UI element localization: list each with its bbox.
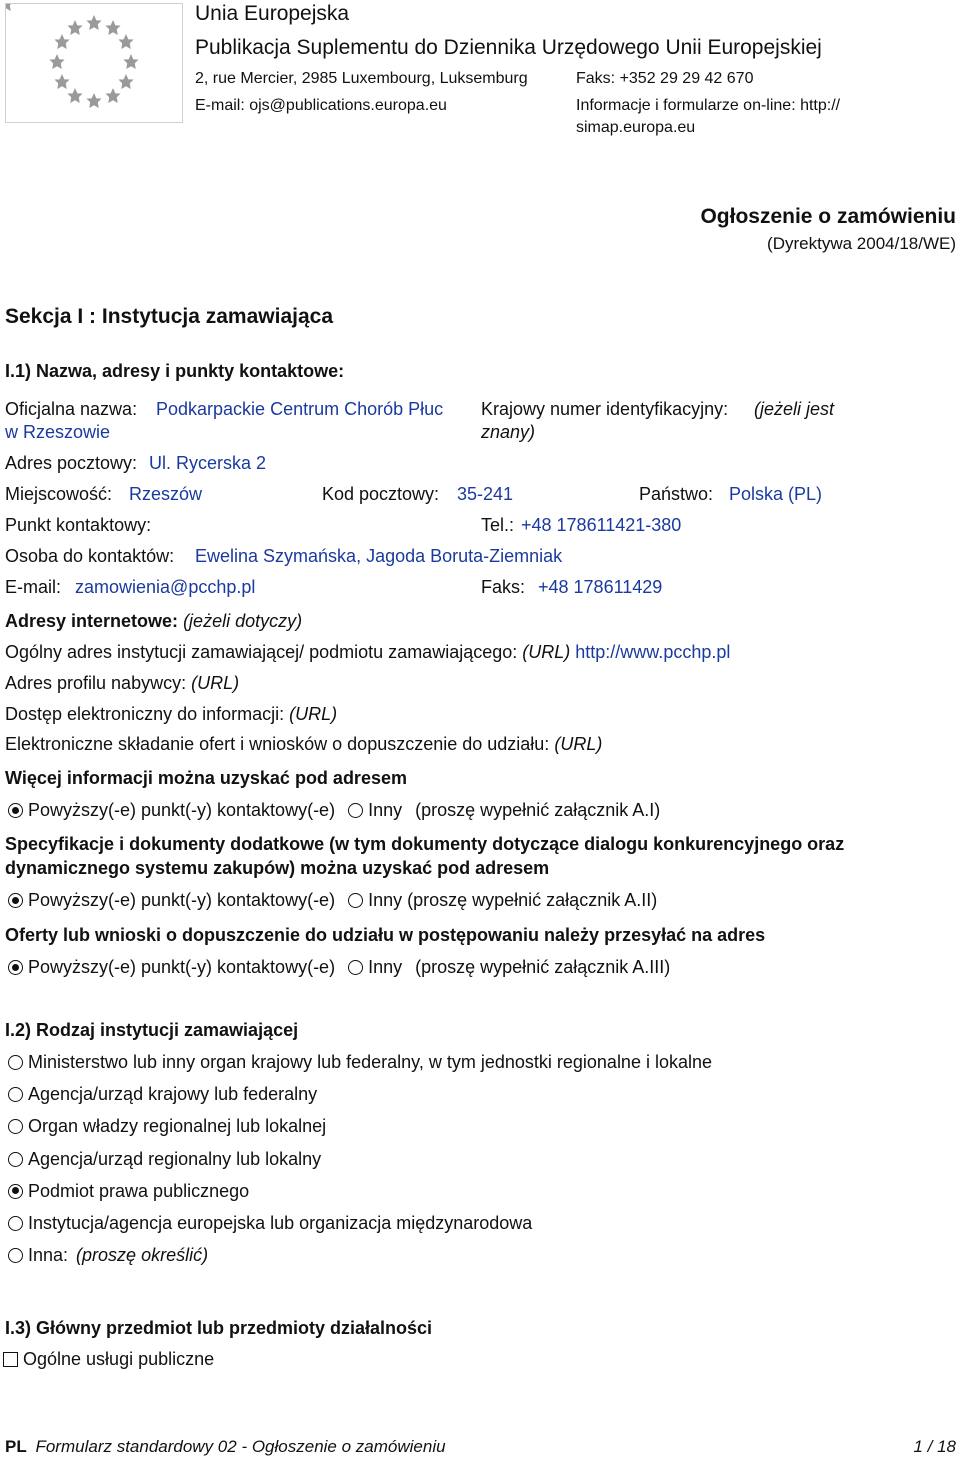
header-email: E-mail: ojs@publications.europa.eu — [195, 97, 447, 114]
contact-point-label: Punkt kontaktowy: — [5, 515, 152, 535]
document-subtitle: (Dyrektywa 2004/18/WE) — [767, 234, 956, 253]
fax-value: +48 178611429 — [538, 577, 663, 597]
offers-options — [8, 957, 670, 978]
official-name-label: Oficjalna nazwa: — [5, 399, 138, 419]
email-value: zamowienia@pcchp.pl — [75, 577, 256, 597]
radio-unchecked-icon[interactable] — [8, 1216, 23, 1231]
spec-options — [8, 890, 657, 911]
eu-flag-logo — [5, 3, 183, 123]
internet-note: (jeżeli dotyczy) — [183, 611, 303, 631]
i3-heading: I.3) Główny przedmiot lub przedmioty działalności — [5, 1318, 433, 1338]
footer-page: 1 / 18 — [913, 1437, 956, 1456]
more-info-note: (proszę wypełnić załącznik A.I) — [415, 800, 661, 820]
buyer-profile-label: Adres profilu nabywcy: — [5, 673, 187, 693]
radio-checked-icon[interactable] — [8, 803, 23, 818]
national-id-label: Krajowy numer identyfikacyjny: — [481, 399, 729, 419]
radio-checked-icon[interactable] — [8, 893, 23, 908]
footer-form: Formularz standardowy 02 - Ogłoszenie o zamówieniu — [35, 1437, 446, 1456]
footer-lang: PL — [5, 1437, 27, 1456]
spec-heading-2: dynamicznego systemu zakupów) można uzyskać pod adresem — [5, 858, 550, 878]
i2-option-label: Ministerstwo lub inny organ krajowy lub federalny, w tym jednostki regionalne i lokalne — [28, 1052, 712, 1072]
tel-label: Tel.: — [481, 515, 515, 535]
national-id-note-2: znany) — [481, 422, 536, 442]
country-value: Polska (PL) — [729, 484, 823, 504]
town-label: Miejscowość: — [5, 484, 113, 504]
i3-option[interactable]: Ogólne usługi publiczne — [3, 1349, 214, 1370]
general-url-row — [5, 642, 730, 663]
header-address: 2, rue Mercier, 2985 Luxembourg, Luksemburg — [195, 70, 528, 87]
i2-option-label: Inna: — [28, 1245, 69, 1266]
i2-option-label: Agencja/urząd krajowy lub federalny — [28, 1084, 318, 1105]
i2-option[interactable] — [8, 1149, 321, 1170]
contact-person-value: Ewelina Szymańska, Jagoda Boruta-Ziemniak — [195, 546, 563, 566]
electronic-access-label: Dostęp elektroniczny do informacji: — [5, 704, 285, 724]
tel-value: +48 178611421-380 — [521, 515, 682, 535]
i2-option-label: Agencja/urząd regionalny lub lokalny — [28, 1148, 322, 1169]
radio-unchecked-icon[interactable] — [8, 1119, 23, 1134]
radio-unchecked-icon[interactable] — [8, 1055, 23, 1070]
more-info-option-contact[interactable]: Powyższy(-e) punkt(-y) kontaktowy(-e) — [8, 800, 335, 821]
radio-unchecked-icon[interactable] — [348, 960, 363, 975]
checkbox-unchecked-icon[interactable] — [3, 1352, 18, 1367]
town-value: Rzeszów — [129, 484, 203, 504]
more-info-options — [8, 800, 660, 821]
radio-unchecked-icon[interactable] — [348, 893, 363, 908]
spec-option-contact[interactable]: Powyższy(-e) punkt(-y) kontaktowy(-e) — [8, 890, 335, 911]
postcode-value: 35-241 — [457, 484, 514, 504]
i2-option[interactable] — [8, 1181, 249, 1202]
i2-option-label: Instytucja/agencja europejska lub organizacja międzynarodowa — [28, 1213, 533, 1233]
general-url-label: Ogólny adres instytucji zamawiającej/ podmiotu zamawiającego: — [5, 642, 518, 662]
i2-option-label: Organ władzy regionalnej lub lokalnej — [28, 1116, 327, 1137]
header-publication: Publikacja Suplementu do Dziennika Urzędowego Unii Europejskiej — [195, 36, 822, 59]
electronic-access-row — [5, 704, 337, 725]
radio-checked-icon[interactable] — [8, 960, 23, 975]
email-label: E-mail: — [5, 577, 62, 597]
i2-option[interactable] — [8, 1052, 712, 1073]
buyer-profile-row — [5, 673, 239, 694]
more-info-heading: Więcej informacji można uzyskać pod adresem — [5, 768, 407, 788]
internet-heading-row — [5, 611, 302, 632]
url-note: (URL) — [554, 734, 603, 754]
more-info-option-other[interactable]: Inny — [348, 800, 402, 821]
offers-option-other[interactable]: Inny — [348, 957, 402, 978]
radio-unchecked-icon[interactable] — [348, 803, 363, 818]
eu-stars-icon — [6, 4, 182, 122]
offers-heading: Oferty lub wnioski o dopuszczenie do udziału w postępowaniu należy przesyłać na adres — [5, 925, 766, 945]
i2-option[interactable] — [8, 1245, 208, 1266]
contact-person-label: Osoba do kontaktów: — [5, 546, 175, 566]
internet-heading: Adresy internetowe: — [5, 611, 179, 631]
general-url-value[interactable]: http://www.pcchp.pl — [575, 642, 731, 662]
header-online-line2: simap.europa.eu — [576, 119, 696, 136]
i2-option[interactable] — [8, 1213, 532, 1234]
i2-option-label: Podmiot prawa publicznego — [28, 1180, 250, 1201]
url-note: (URL) — [289, 704, 338, 724]
offers-option-contact[interactable]: Powyższy(-e) punkt(-y) kontaktowy(-e) — [8, 957, 335, 978]
url-note: (URL) — [191, 673, 240, 693]
section-heading: Sekcja I : Instytucja zamawiająca — [5, 305, 334, 328]
postcode-label: Kod pocztowy: — [322, 484, 440, 504]
i2-option[interactable] — [8, 1084, 317, 1105]
i2-heading: I.2) Rodzaj instytucji zamawiającej — [5, 1020, 299, 1040]
official-name-value-1: Podkarpackie Centrum Chorób Płuc — [156, 399, 444, 419]
i2-option[interactable] — [8, 1116, 326, 1137]
i2-other-note: (proszę określić) — [76, 1245, 209, 1266]
postal-label: Adres pocztowy: — [5, 453, 138, 473]
url-note: (URL) — [522, 642, 571, 662]
offers-note: (proszę wypełnić załącznik A.III) — [415, 957, 671, 977]
footer-left — [5, 1437, 446, 1457]
electronic-submission-label: Elektroniczne składanie ofert i wniosków o dopuszczenie do udziału: — [5, 734, 550, 754]
country-label: Państwo: — [639, 484, 714, 504]
document-title: Ogłoszenie o zamówieniu — [700, 205, 956, 228]
national-id-note-1: (jeżeli jest — [754, 399, 835, 419]
official-name-value-2: w Rzeszowie — [5, 422, 111, 442]
radio-unchecked-icon[interactable] — [8, 1087, 23, 1102]
radio-unchecked-icon[interactable] — [8, 1248, 23, 1263]
header-fax: Faks: +352 29 29 42 670 — [576, 70, 754, 87]
electronic-submission-row — [5, 734, 602, 755]
header-online-line1: Informacje i formularze on-line: http:// — [576, 97, 841, 114]
i1-heading: I.1) Nazwa, adresy i punkty kontaktowe: — [5, 361, 345, 381]
fax-label: Faks: — [481, 577, 526, 597]
spec-heading-1: Specyfikacje i dokumenty dodatkowe (w tym dokumenty dotyczące dialogu konkurencyjnego oraz — [5, 834, 845, 854]
radio-unchecked-icon[interactable] — [8, 1152, 23, 1167]
postal-value: Ul. Rycerska 2 — [149, 453, 267, 473]
radio-checked-icon[interactable] — [8, 1184, 23, 1199]
header-org: Unia Europejska — [195, 2, 350, 25]
spec-option-other[interactable]: Inny (proszę wypełnić załącznik A.II) — [348, 890, 657, 911]
